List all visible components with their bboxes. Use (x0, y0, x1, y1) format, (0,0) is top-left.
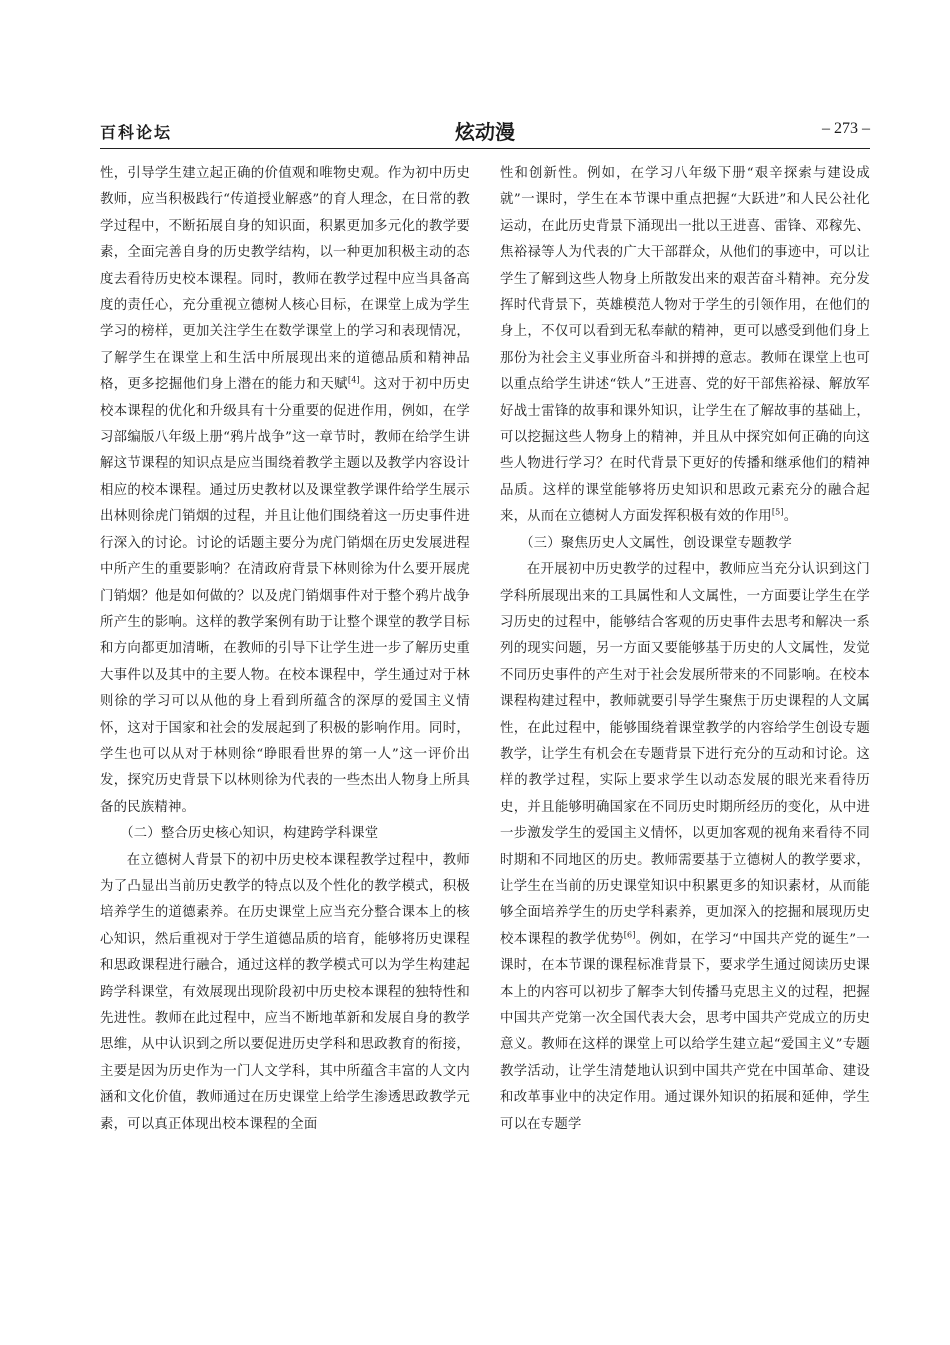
body-paragraph: 在立德树人背景下的初中历史校本课程教学过程中，教师为了凸显出当前历史教学的特点以及个性化的教学模式，积极培养学生的道德素养。在历史课堂上应当充分整合课本上的核心知识，然后重视对于学生道德品质的培育，能够将历史课程和思政课程进行融合，通过这样的教学模式可以为学生构建起跨学科课堂，有效展现出现阶段初中历史校本课程的独特性和先进性。教师在此过程中，应当不断地革新和发展自身的教学思维，从中认识到之所以要促进历史学科和思政教育的衔接，主要是因为历史作为一门人文学科，其中所蕴含丰富的人文内涵和文化价值，教师通过在历史课堂上给学生渗透思政教学元素，可以真正体现出校本课程的全面 (100, 852, 470, 1132)
paragraph-text: 性，引导学生建立起正确的价值观和唯物史观。作为初中历史教师，应当积极践行“传道授业解惑”的育人理念，在日常的教学过程中，不断拓展自身的知识面，积累更加多元化的教学要素，全面完善自身的历史教学结构，以一种更加积极主动的态度去看待历史校本课程。同时，教师在教学过程中应当具备高度的责任心，充分重视立德树人核心目标，在课堂上成为学生学习的榜样，更加关注学生在数学课堂上的学习和表现情况，了解学生在课堂上和生活中所展现出来的道德品质和精神品格，更多挖掘他们身上潜在的能力和天赋 (100, 166, 470, 393)
journal-title: 炫动漫 (455, 120, 515, 144)
left-column (100, 161, 470, 1291)
body-paragraph (100, 161, 470, 821)
page-number: – 273 – (822, 120, 870, 137)
paragraph-text: 性和创新性。例如，在学习八年级下册“艰辛探索与建设成就”一课时，学生在本节课中重点把握“大跃进”和人民公社化运动，在此历史背景下涌现出一批以王进喜、雷锋、邓稼先、焦裕禄等人为代表的广大干部群众，从他们的事迹中，可以让学生了解到这些人物身上所散发出来的艰苦奋斗精神。充分发挥时代背景下，英雄模范人物对于学生的引领作用，在他们的身上，不仅可以看到无私奉献的精神，更可以感受到他们身上那份为社会主义事业所奋斗和拼搏的意志。教师在课堂上也可以重点给学生讲述“铁人”王进喜、党的好干部焦裕禄、解放军好战士雷锋的故事和课外知识，让学生在了解故事的基础上，可以挖掘这些人物身上的精神，并且从中探究如何正确的向这些人物进行学习？在时代背景下更好的传播和继承他们的精神品质。这样的课堂能够将历史知识和思政元素充分的融合起来，从而在立德树人方面发挥积极有效的作用 (500, 166, 870, 525)
journal-name: 百科论坛 (100, 123, 173, 142)
paragraph-text: 。例如，在学习“中国共产党的诞生”一课时，在本节课的课程标准背景下，要求学生通过阅读历史课本上的内容可以初步了解李大钊传播马克思主义的过程，把握中国共产党第一次全国代表大会，思考中国共产党成立的历史意义。教师在这样的课堂上可以给学生建立起“爱国主义”专题教学活动，让学生清楚地认识到中国共产党在中国革命、建设和改革事业中的决定作用。通过课外知识的拓展和延伸，学生可以在专题学 (500, 931, 870, 1132)
body-paragraph (500, 161, 870, 531)
paragraph-text: 。 (783, 509, 798, 525)
body-paragraph (500, 557, 870, 1138)
citation-ref: [4] (347, 375, 360, 385)
page-header (100, 116, 870, 146)
section-heading: （二）整合历史核心知识，构建跨学科课堂 (120, 826, 379, 842)
section-heading: （三）聚焦历史人文属性，创设课堂专题教学 (520, 535, 792, 551)
paragraph-text: 。这对于初中历史校本课程的优化和升级具有十分重要的促进作用，例如，在学习部编版八年级上册“鸦片战争”这一章节时，教师在给学生讲解这节课程的知识点是应当围绕着教学主题以及教学内容设计相应的校本课程。通过历史教材以及课堂教学课件给学生展示出林则徐虎门销烟的过程，并且让他们围绕着这一历史事件进行深入的讨论。讨论的话题主要分为虎门销烟在历史发展进程中所产生的重要影响？在清政府背景下林则徐为什么要开展虎门销烟？他是如何做的？以及虎门销烟事件对于整个鸦片战争所产生的影响。这样的教学案例有助于让整个课堂的教学目标和方向都更加清晰，在教师的引导下让学生进一步了解历史重大事件以及其中的主要人物。在校本课程中，学生通过对于林则徐的学习可以从他的身上看到所蕴含的深厚的爱国主义情怀，这对于国家和社会的发展起到了积极的影响作用。同时，学生也可以从对于林则徐“睁眼看世界的第一人”这一评价出发，探究历史背景下以林则徐为代表的一些杰出人物身上所具备的民族精神。 (100, 377, 470, 815)
paragraph-text: 在开展初中历史教学的过程中，教师应当充分认识到这门学科所展现出来的工具属性和人文属性，一方面要让学生在学习历史的过程中，能够结合客观的历史事件去思考和解决一系列的现实问题，另一方面又要能够基于历史的人文属性，发觉不同历史事件的产生对于社会发展所带来的不同影响。在校本课程构建过程中，教师就要引导学生聚焦于历史课程的人文属性，在此过程中，能够围绕着课堂教学的内容给学生创设专题教学，让学生有机会在专题背景下进行充分的互动和讨论。这样的教学过程，实际上要求学生以动态发展的眼光来看待历史，并且能够明确国家在不同历史时期所经历的变化，从中进一步激发学生的爱国主义情怀，以更加客观的视角来看待不同时期和不同地区的历史。教师需要基于立德树人的教学要求，让学生在当前的历史课堂知识中积累更多的知识素材，从而能够全面培养学生的历史学科素养，更加深入的挖掘和展现历史校本课程的教学优势 (500, 562, 870, 947)
header-divider (100, 148, 870, 149)
citation-ref: [5] (771, 507, 784, 517)
right-column (500, 161, 870, 1291)
citation-ref: [6] (623, 930, 636, 940)
